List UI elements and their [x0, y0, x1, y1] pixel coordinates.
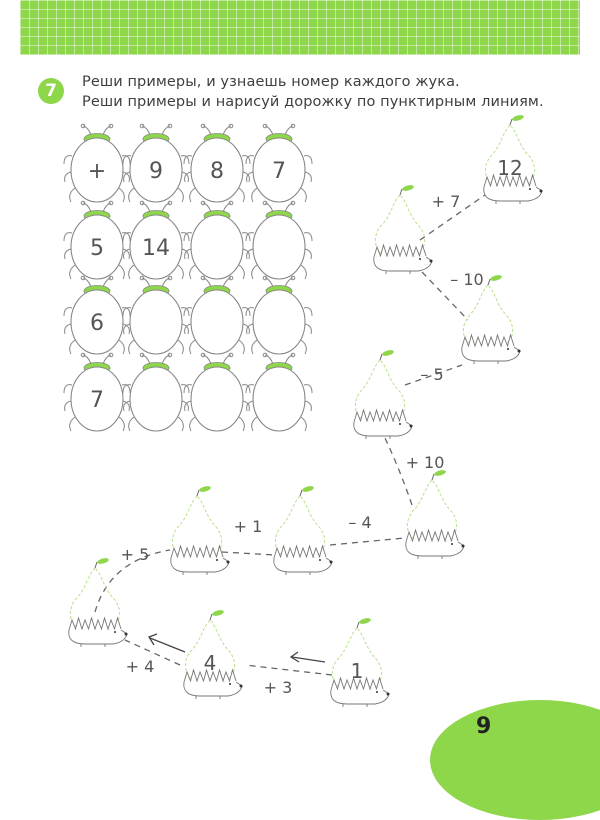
operation-label: + 4 — [125, 657, 155, 676]
leaf-icon — [402, 184, 415, 192]
hedgehog — [374, 184, 433, 274]
bug-number: + — [87, 159, 107, 184]
task-number-badge: 7 — [38, 78, 64, 104]
hedgehog — [331, 617, 390, 707]
leaf-icon — [490, 274, 503, 282]
bug — [184, 201, 250, 279]
hedgehog-number: 4 — [203, 651, 217, 675]
leaf-icon — [512, 114, 525, 122]
bug — [64, 276, 130, 354]
operation-label: + 3 — [263, 678, 293, 697]
bug-number: 6 — [90, 311, 104, 336]
bug — [246, 124, 312, 202]
arrow-icon — [150, 638, 185, 652]
bug — [246, 201, 312, 279]
leaf-icon — [97, 557, 110, 565]
operation-label: + 1 — [233, 517, 263, 536]
bug — [64, 201, 130, 279]
leaf-icon — [359, 617, 372, 625]
bug — [184, 124, 250, 202]
operation-label: + 10 — [405, 453, 445, 472]
leaf-icon — [199, 485, 212, 493]
leaf-icon — [382, 349, 395, 357]
bug-number: 8 — [210, 159, 224, 184]
hedgehog — [184, 609, 243, 699]
direction-arrows — [149, 634, 325, 662]
bug — [123, 201, 189, 279]
bug — [246, 276, 312, 354]
hedgehog — [274, 485, 333, 575]
bug-number: 7 — [90, 388, 104, 413]
leaf-icon — [302, 485, 315, 493]
bug — [123, 124, 189, 202]
hedgehog-number: 1 — [350, 659, 364, 683]
hedgehog — [354, 349, 413, 439]
bug — [184, 353, 250, 431]
leaf-icon — [212, 609, 225, 617]
task-instruction-1: Реши примеры, и узнаешь номер каждого жука. — [82, 74, 460, 90]
bug — [246, 353, 312, 431]
bug — [184, 276, 250, 354]
hedgehog-number: 12 — [497, 156, 523, 180]
operation-label: – 10 — [450, 270, 484, 289]
operation-label: – 4 — [348, 513, 372, 532]
hedgehog — [171, 485, 230, 575]
operation-label: + 5 — [120, 545, 150, 564]
bug-number: 5 — [90, 236, 104, 261]
bug — [64, 124, 130, 202]
bug — [123, 276, 189, 354]
bug-grid — [64, 124, 312, 431]
operation-label: + 7 — [431, 192, 461, 211]
task-instruction-2: Реши примеры и нарисуй дорожку по пунктирным линиям. — [82, 94, 544, 110]
bug-number: 14 — [142, 236, 170, 261]
hedgehog — [484, 114, 543, 204]
bug — [64, 353, 130, 431]
hedgehog — [406, 469, 465, 559]
hedgehog — [69, 557, 128, 647]
operation-label: – 5 — [420, 365, 444, 384]
bug-number: 9 — [149, 159, 163, 184]
bug — [123, 353, 189, 431]
page-number: 9 — [476, 714, 492, 739]
bug-number: 7 — [272, 159, 286, 184]
